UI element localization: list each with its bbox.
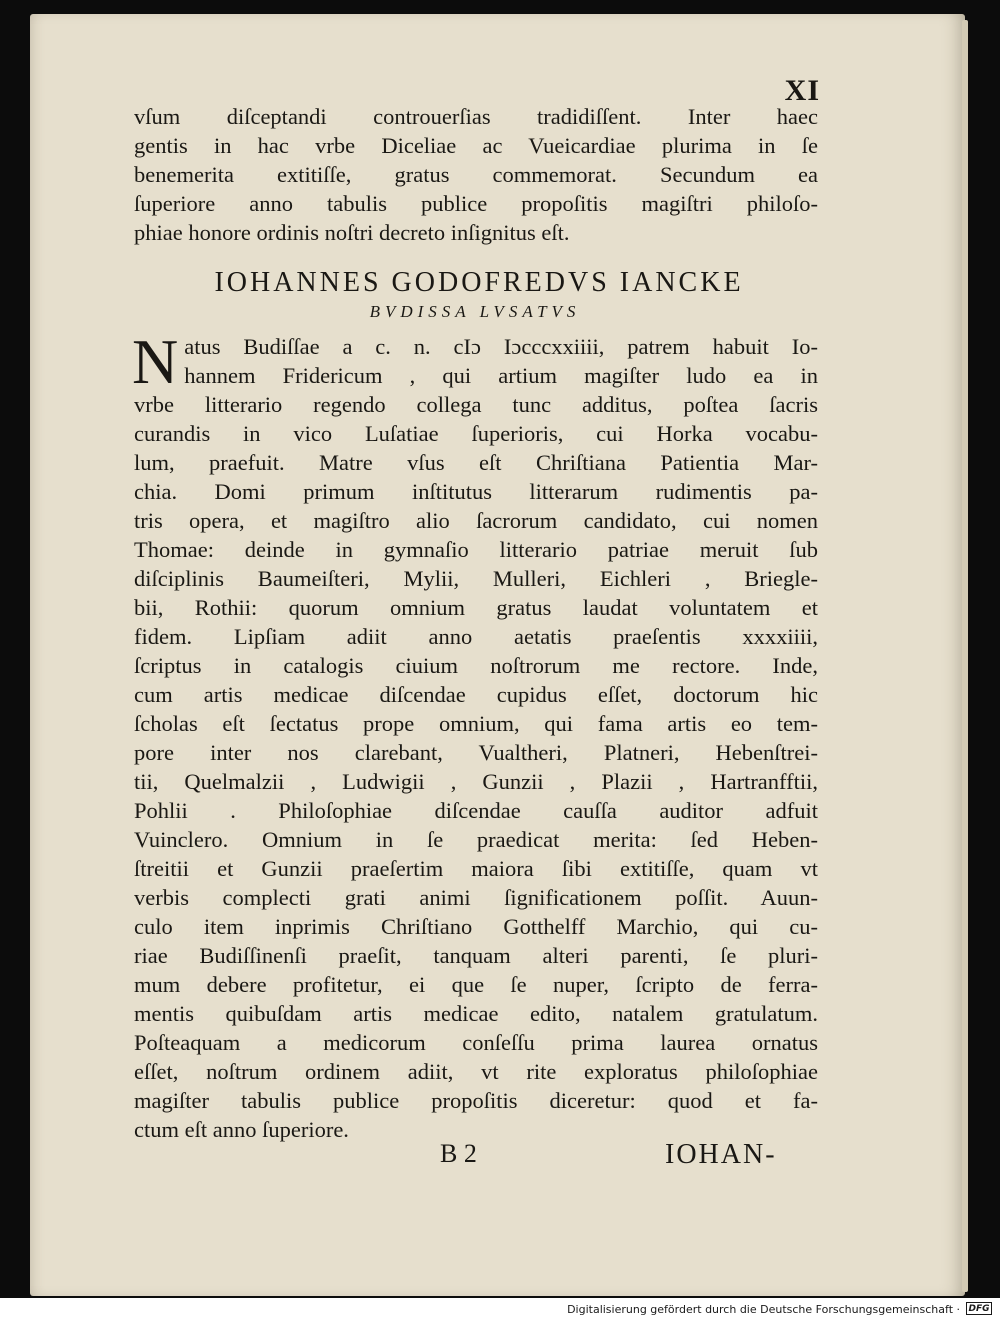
biography-paragraph bbox=[132, 326, 818, 1144]
bio-line: mum debere profitetur, ei que ſe nuper, ſcripto de ferra- bbox=[134, 972, 818, 997]
bio-line: verbis complecti grati animi ſignificationem poſſit. Auun- bbox=[134, 885, 818, 910]
bio-line: tris opera, et magiſtro alio ſacrorum candidato, cui nomen bbox=[134, 508, 818, 533]
bio-line: hannem Fridericum , qui artium magiſter ludo ea in bbox=[184, 363, 818, 388]
bio-line: riae Budiſſinenſi praeſit, tanquam alteri parenti, ſe pluri- bbox=[134, 943, 818, 968]
intro-line: vſum diſceptandi controuerſias tradidiſſent. Inter haec bbox=[134, 104, 818, 129]
bio-line: vrbe litterario regendo collega tunc additus, poſtea ſacris bbox=[134, 392, 818, 417]
bio-line: eſſet, noſtrum ordinem adiit, vt rite exploratus philoſophiae bbox=[134, 1059, 818, 1084]
bio-line: magiſter tabulis publice propoſitis diceretur: quod et fa- bbox=[134, 1088, 818, 1113]
intro-line: gentis in hac vrbe Diceliae ac Vueicardiae plurima in ſe bbox=[134, 133, 818, 158]
bio-line: pore inter nos clarebant, Vualtheri, Platneri, Hebenſtrei- bbox=[134, 740, 818, 765]
page-number: XI bbox=[784, 74, 820, 107]
intro-line: ſuperiore anno tabulis publice propoſitis magiſtri philoſo- bbox=[134, 191, 818, 216]
bio-line: tii, Quelmalzii , Ludwigii , Gunzii , Plazii , Hartranfftii, bbox=[134, 769, 818, 794]
bio-line: diſciplinis Baumeiſteri, Mylii, Mulleri, Eichleri , Briegle- bbox=[134, 566, 818, 591]
book-page bbox=[30, 14, 965, 1296]
bio-line: mentis quibuſdam artis medicae edito, natalem gratulatum. bbox=[134, 1001, 818, 1026]
bio-line: ctum eſt anno ſuperiore. bbox=[134, 1117, 349, 1142]
bio-line: ſcriptus in catalogis ciuium noſtrorum me rectore. Inde, bbox=[134, 653, 818, 678]
bio-line: chia. Domi primum inſtitutus litterarum rudimentis pa- bbox=[134, 479, 818, 504]
bio-line: curandis in vico Luſatiae ſuperioris, cui Horka vocabu- bbox=[134, 421, 818, 446]
section-subheading: BVDISSA LVSATVS bbox=[369, 302, 581, 321]
dfg-logo: DFG bbox=[966, 1302, 992, 1315]
page-edge bbox=[962, 20, 968, 1292]
digitization-credit: Digitalisierung gefördert durch die Deutsche Forschungsgemeinschaft · bbox=[567, 1303, 960, 1316]
bio-line: lum, praefuit. Matre vſus eſt Chriſtiana Patientia Mar- bbox=[134, 450, 818, 475]
bio-line: Vuinclero. Omnium in ſe praedicat merita: ſed Heben- bbox=[134, 827, 818, 852]
bio-line: ſcholas eſt ſectatus prope omnium, qui fama artis eo tem- bbox=[134, 711, 818, 736]
bio-line: atus Budiſſae a c. n. cIɔ Iɔcccxxiiii, patrem habuit Io- bbox=[184, 334, 818, 359]
bio-line: culo item inprimis Chriſtiano Gotthelff Marchio, qui cu- bbox=[134, 914, 818, 939]
bio-line: Thomae: deinde in gymnaſio litterario patriae meruit ſub bbox=[134, 537, 818, 562]
bio-line: cum artis medicae diſcendae cupidus eſſet, doctorum hic bbox=[134, 682, 818, 707]
bio-line: bii, Rothii: quorum omnium gratus laudat voluntatem et bbox=[134, 595, 818, 620]
drop-cap: N bbox=[132, 326, 179, 397]
catchword: IOHAN- bbox=[665, 1139, 777, 1170]
bio-line: Pohlii . Philoſophiae diſcendae cauſſa auditor adfuit bbox=[134, 798, 818, 823]
section-heading: IOHANNES GODOFREDVS IANCKE bbox=[214, 267, 744, 298]
bio-line: fidem. Lipſiam adiit anno aetatis praeſentis xxxxiiii, bbox=[134, 624, 818, 649]
bio-line: Poſteaquam a medicorum conſeſſu prima laurea ornatus bbox=[134, 1030, 818, 1055]
bio-line: ſtreitii et Gunzii praeſertim maiora ſibi extitiſſe, quam vt bbox=[134, 856, 818, 881]
intro-paragraph bbox=[134, 102, 818, 247]
intro-line: benemerita extitiſſe, gratus commemorat. Secundum ea bbox=[134, 162, 818, 187]
intro-line: phiae honore ordinis noſtri decreto inſignitus eſt. bbox=[134, 220, 570, 245]
signature-mark: B 2 bbox=[440, 1139, 477, 1168]
